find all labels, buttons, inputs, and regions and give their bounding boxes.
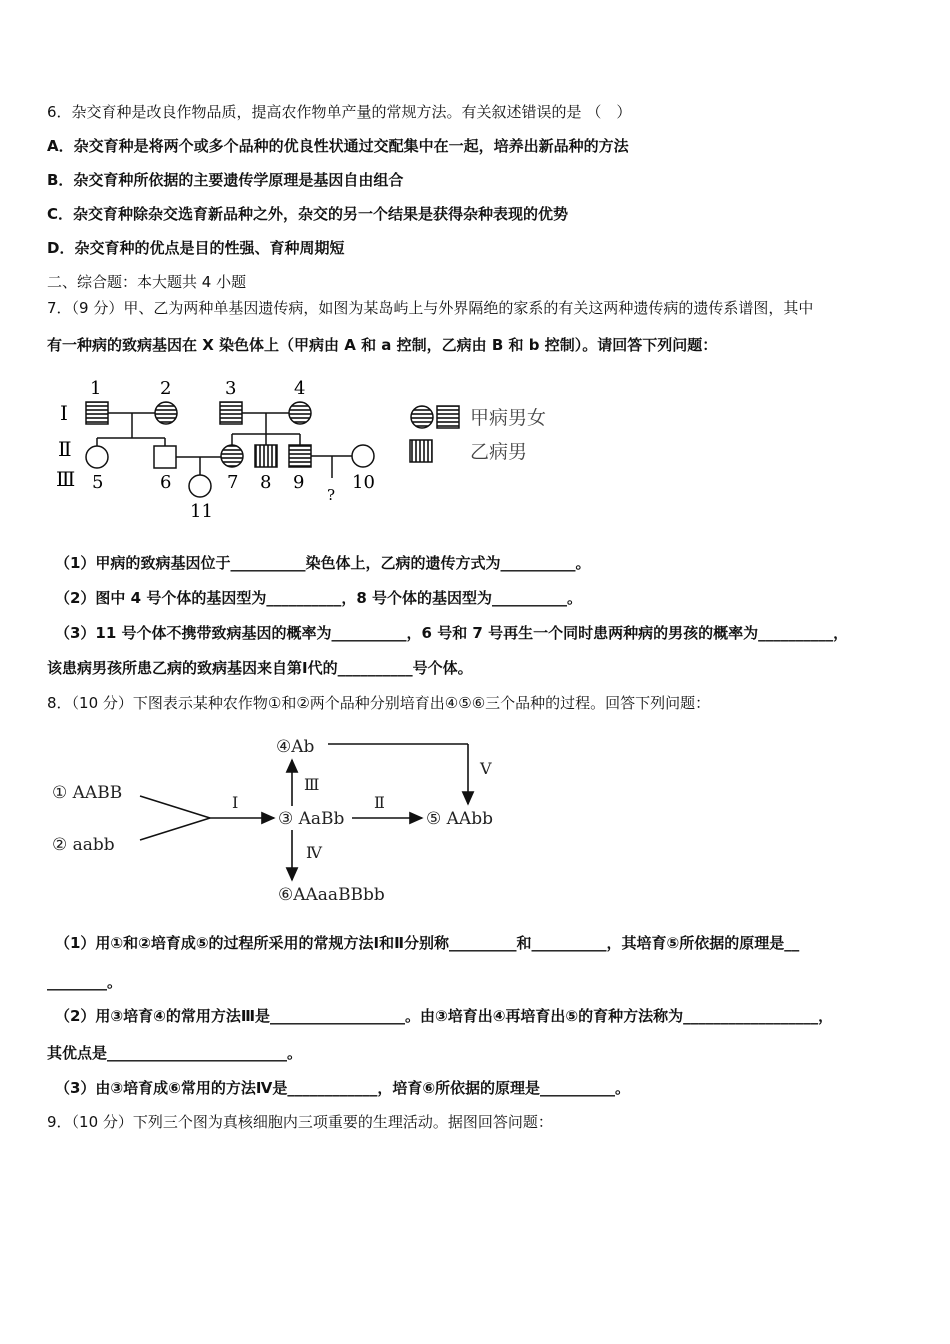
gen-label-1: Ⅰ [60, 401, 68, 425]
pedigree-chart [50, 372, 570, 522]
id-10: 10 [352, 472, 375, 493]
node-4: ④Ab [276, 737, 315, 757]
individual-5-female [86, 446, 108, 468]
id-11: 11 [190, 501, 213, 522]
individual-10-female [352, 445, 374, 467]
individual-1-male [86, 402, 108, 424]
individual-3-male [220, 402, 242, 424]
step-4-label: Ⅳ [306, 843, 322, 862]
q8-sub1-cont: ________。 [47, 973, 123, 991]
q9-stem: 9．（10 分）下列三个图为真核细胞内三项重要的生理活动。据图回答问题： [47, 1113, 553, 1131]
step-5-label: Ⅴ [480, 759, 492, 778]
q8-stem: 8．（10 分）下图表示某种农作物①和②两个品种分别培育出④⑤⑥三个品种的过程。回答下列问题： [47, 694, 711, 712]
step-3-label: Ⅲ [304, 775, 320, 794]
unknown-mark: ? [327, 486, 336, 504]
q8-sub2-cont: 其优点是________________________。 [47, 1044, 303, 1062]
step-1-label: Ⅰ [232, 793, 239, 812]
q6-option-a: A．杂交育种是将两个或多个品种的优良性状通过交配集中在一起，培养出新品种的方法 [47, 137, 629, 155]
q8-sub1: （1）用①和②培育成⑤的过程所采用的常规方法Ⅰ和Ⅱ分别称_________和__________，其培育⑤所依据的原理是__ [55, 934, 800, 952]
breeding-diagram [50, 728, 520, 913]
gen-label-2: Ⅱ [58, 437, 72, 461]
q6-option-d: D．杂交育种的优点是目的性强、育种周期短 [47, 239, 345, 257]
node-2: ② aabb [52, 835, 115, 855]
id-6: 6 [160, 472, 172, 493]
q8-sub3: （3）由③培育成⑥常用的方法Ⅳ是____________，培育⑥所依据的原理是__________。 [55, 1079, 631, 1097]
q6-option-c: C．杂交育种除杂交选育新品种之外，杂交的另一个结果是获得杂种表现的优势 [47, 205, 569, 223]
q7-sub2: （2）图中 4 号个体的基因型为__________，8 号个体的基因型为__________。 [55, 589, 582, 607]
individual-9-male [289, 445, 311, 467]
gen-label-3: Ⅲ [56, 467, 76, 491]
q6-option-b: B．杂交育种所依据的主要遗传学原理是基因自由组合 [47, 171, 404, 189]
individual-7-female [221, 445, 243, 467]
legend-male-a-icon [437, 406, 459, 428]
node-3: ③ AaBb [278, 809, 345, 829]
section-heading: 二、综合题：本大题共 4 小题 [47, 273, 247, 291]
id-3: 3 [225, 378, 237, 399]
q7-stem-line1: 7．（9 分）甲、乙为两种单基因遗传病，如图为某岛屿上与外界隔绝的家系的有关这两种遗传病的遗传系谱图，其中 [47, 299, 814, 317]
individual-11-female [189, 475, 211, 497]
q7-stem-line2: 有一种病的致病基因在 X 染色体上（甲病由 A 和 a 控制，乙病由 B 和 b 控制）。请回答下列问题： [47, 336, 718, 354]
id-7: 7 [227, 472, 239, 493]
node-5: ⑤ AAbb [426, 809, 493, 829]
individual-2-female [155, 402, 177, 424]
id-8: 8 [260, 472, 272, 493]
individual-6-male [154, 446, 176, 468]
legend-female-a-icon [411, 406, 433, 428]
id-2: 2 [160, 378, 172, 399]
q7-sub3: （3）11 号个体不携带致病基因的概率为__________，6 号和 7 号再生一个同时患两种病的男孩的概率为__________， [55, 624, 849, 642]
id-5: 5 [92, 472, 104, 493]
q7-sub3-cont: 该患病男孩所患乙病的致病基因来自第Ⅰ代的__________号个体。 [47, 659, 473, 677]
legend-male-b-icon [410, 440, 432, 462]
q7-sub1: （1）甲病的致病基因位于__________染色体上，乙病的遗传方式为__________。 [55, 554, 591, 572]
node-1: ① AABB [52, 783, 123, 803]
individual-8-male [255, 445, 277, 467]
step-2-label: Ⅱ [374, 793, 385, 812]
q8-sub2: （2）用③培育④的常用方法Ⅲ是__________________。由③培育出④再培育出⑤的育种方法称为__________________， [55, 1007, 834, 1025]
legend-a-label: 甲病男女 [470, 407, 547, 429]
legend-b-label: 乙病男 [470, 441, 528, 463]
individual-4-female [289, 402, 311, 424]
q6-stem: 6．杂交育种是改良作物品质，提高农作物单产量的常规方法。有关叙述错误的是 （ ） [47, 103, 632, 121]
id-9: 9 [293, 472, 305, 493]
id-1: 1 [90, 378, 102, 399]
node-6: ⑥AAaaBBbb [278, 885, 385, 905]
id-4: 4 [294, 378, 306, 399]
